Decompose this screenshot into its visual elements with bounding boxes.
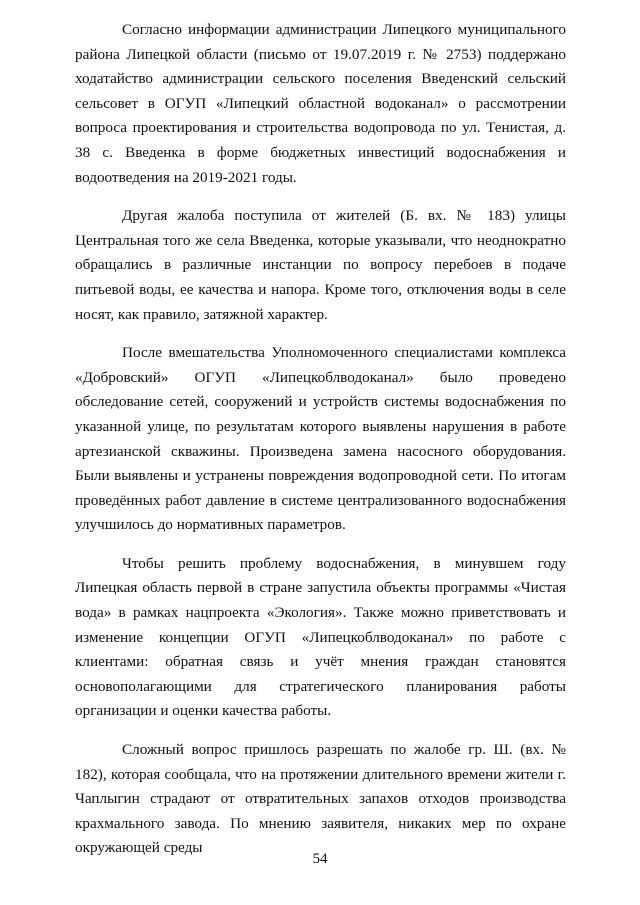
- body-text: [75, 18, 566, 875]
- paragraph-central-street-complaint: Другая жалоба поступила от жителей (Б. вх. № 183) улицы Центральная того же села Введенка, которые указывали, что неоднократно обращались в различные инстанции по вопросу перебоев в подаче питьевой воды, ее качества и напора. Кроме того, отключения воды в селе носят, как правило, затяжной характер.: [75, 207, 566, 323]
- paragraph-chaplygin-complaint: Сложный вопрос пришлось разрешать по жалобе гр. Ш. (вх. № 182), которая сообщала, что на протяжении длительного времени жители г. Чаплыгин страдают от отвратительных запахов отходов производства крахмального завода. По мнению заявителя, никаких мер по охране окружающей среды: [75, 741, 566, 857]
- paragraph-water-supply-petition: Согласно информации администрации Липецкого муниципального района Липецкой области (письмо от 19.07.2019 г. № 2753) поддержано ходатайство администрации сельского поселения Введенский сельский сельсовет в ОГУП «Липецкий областной водоканал» о рассмотрении вопроса проектирования и строительства водопровода по ул. Тенистая, д. 38 с. Введенка в форме бюджетных инвестиций водоснабжения и водоотведения на 2019-2021 годы.: [75, 21, 566, 186]
- page-number: 54: [312, 851, 328, 867]
- paragraph-clean-water-program: Чтобы решить проблему водоснабжения, в минувшем году Липецкая область первой в стране запустила объекты программы «Чистая вода» в рамках нацпроекта «Экология». Также можно приветствовать и изменение концепции ОГУП «Липецкоблводоканал» по работе с клиентами: обратная связь и учёт мнения граждан становятся основополагающими для стратегического планирования работы организации и оценки качества работы.: [75, 554, 566, 720]
- paragraph-ombudsman-intervention: После вмешательства Уполномоченного специалистами комплекса «Добровский» ОГУП «Липецкоблводоканал» было проведено обследование сетей, сооружений и устройств системы водоснабжения по указанной улице, по результатам которого выявлены нарушения в работе артезианской скважины. Произведена замена насосного оборудования. Были выявлены и устранены повреждения водопроводной сети. По итогам проведённых работ давление в системе централизованного водоснабжения улучшилось до нормативных параметров.: [75, 344, 566, 534]
